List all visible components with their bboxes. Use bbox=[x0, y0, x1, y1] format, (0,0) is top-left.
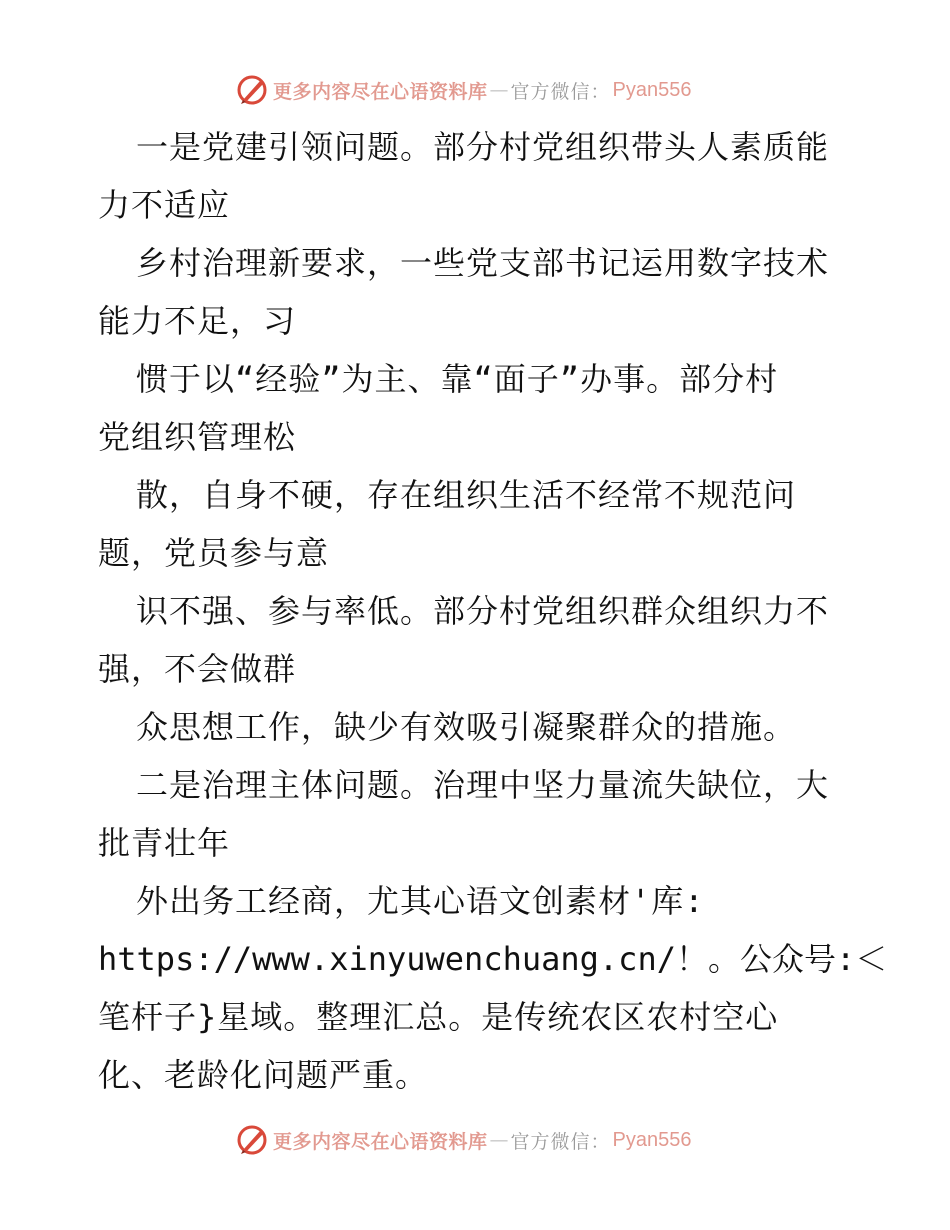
text-line: 众思想工作，缺少有效吸引凝聚群众的措施。 bbox=[136, 708, 797, 746]
watermark-text: 更多内容尽在心语资料库 bbox=[273, 1130, 488, 1153]
text-line-url: https://www.xinyuwenchuang.cn/！。公众号:＜ bbox=[98, 940, 888, 978]
watermark-text: 更多内容尽在心语资料库 bbox=[273, 80, 488, 103]
pen-logo-icon bbox=[235, 73, 269, 107]
text-line: 笔杆子}星域。整理汇总。是传统农区农村空心 bbox=[98, 998, 779, 1036]
header-watermark bbox=[235, 73, 692, 107]
text-line: 惯于以“经验”为主、靠“面子”办事。部分村 bbox=[136, 360, 779, 398]
text-line: 化、老龄化问题严重。 bbox=[98, 1056, 429, 1094]
text-line: 强，不会做群 bbox=[98, 650, 297, 688]
text-line: 二是治理主体问题。治理中坚力量流失缺位，大 bbox=[136, 766, 830, 804]
text-line: 识不强、参与率低。部分村党组织群众组织力不 bbox=[136, 592, 830, 630]
text-line: 乡村治理新要求，一些党支部书记运用数字技术 bbox=[136, 244, 830, 282]
text-line: 力不适应 bbox=[98, 186, 231, 224]
text-line: 能力不足，习 bbox=[98, 302, 297, 340]
watermark-dash: — bbox=[489, 79, 509, 101]
watermark-wechat-id: Pyan556 bbox=[612, 1128, 692, 1151]
watermark-wechat-id: Pyan556 bbox=[612, 78, 692, 101]
text-line: 散，自身不硬，存在组织生活不经常不规范问 bbox=[136, 476, 797, 514]
text-line: 题，党员参与意 bbox=[98, 534, 330, 572]
watermark-dash: — bbox=[489, 1129, 509, 1151]
pen-logo-icon bbox=[235, 1123, 269, 1157]
footer-watermark bbox=[235, 1123, 692, 1157]
text-line: 一是党建引领问题。部分村党组织带头人素质能 bbox=[136, 128, 830, 166]
text-line: 批青壮年 bbox=[98, 824, 231, 862]
watermark-official-label: 官方微信： bbox=[510, 1130, 611, 1153]
text-line: 外出务工经商，尤其心语文创素材'库: bbox=[136, 882, 705, 920]
watermark-official-label: 官方微信： bbox=[510, 80, 611, 103]
document-body bbox=[98, 118, 888, 1104]
text-line: 党组织管理松 bbox=[98, 418, 297, 456]
